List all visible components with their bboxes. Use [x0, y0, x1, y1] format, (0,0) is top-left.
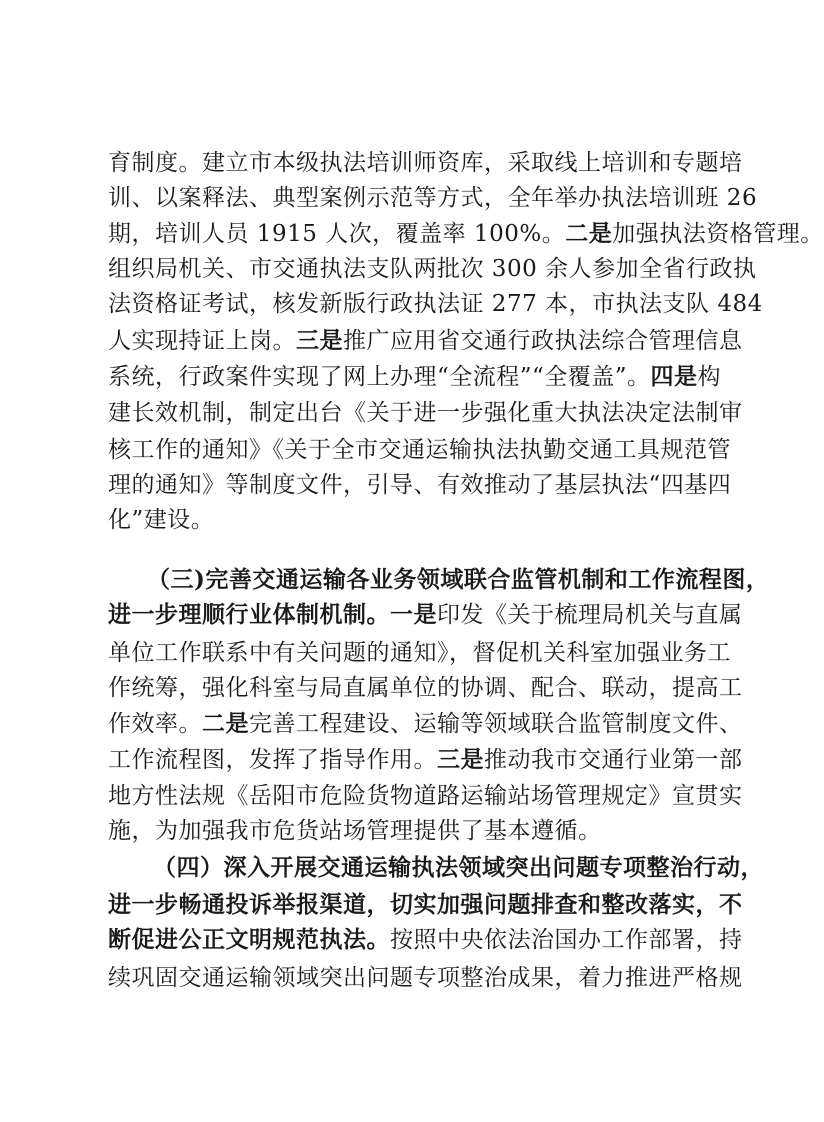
text-run: 组织局机关、市交通执法支队两批次 300 余人参加全省行政执 [108, 256, 757, 282]
text-line [108, 745, 743, 775]
text-run: 工作流程图，发挥了指导作用。 [108, 747, 437, 773]
bold-text-run: 三是 [437, 746, 484, 773]
text-line [108, 148, 743, 178]
text-line [108, 963, 743, 993]
text-line [147, 565, 769, 595]
text-line [153, 853, 764, 883]
text-run: 作效率。 [108, 711, 202, 737]
text-run: 理的通知》等制度文件，引导、有效推动了基层执法“四基四 [108, 472, 732, 498]
text-line [108, 470, 731, 500]
text-line [108, 600, 743, 630]
bold-text-run: 进一步畅通投诉举报渠道，切实加强问题排查和整改落实，不 [108, 891, 743, 918]
text-line [108, 638, 731, 668]
text-line [108, 219, 824, 249]
text-line [108, 673, 743, 703]
text-line [108, 925, 743, 955]
text-run: 期，培训人员 1915 人次，覆盖率 100%。 [108, 221, 566, 247]
text-line [108, 816, 602, 846]
text-line [108, 709, 743, 739]
bold-text-run: 三是 [296, 327, 343, 354]
text-line [108, 890, 743, 920]
text-run: 推广应用省交通行政执法综合管理信息 [343, 328, 743, 354]
text-line [108, 362, 721, 392]
text-line [108, 398, 743, 428]
text-run: 育制度。建立市本级执法培训师资库，采取线上培训和专题培 [108, 150, 743, 176]
text-line [108, 326, 743, 356]
bold-text-run: 断促进公正文明规范执法。 [108, 926, 390, 953]
text-run: 构 [697, 364, 722, 390]
bold-text-run: 二是 [202, 710, 249, 737]
text-line [108, 289, 763, 319]
text-run: 系统，行政案件实现了网上办理“全流程”“全覆盖”。 [108, 364, 651, 390]
text-run: 训、以案释法、典型案例示范等方式，全年举办执法培训班 26 [108, 185, 758, 211]
text-run: 印发《关于梳理局机关与直属 [437, 602, 743, 628]
text-run: 作统筹，强化科室与局直属单位的协调、配合、联动，提高工 [108, 675, 743, 701]
text-run: 按照中央依法治国办工作部署，持 [390, 927, 743, 953]
bold-text-run: 四是 [650, 363, 698, 390]
text-run: 续巩固交通运输领域突出问题专项整治成果，着力推进严格规 [108, 965, 743, 991]
text-run: 建长效机制，制定出台《关于进一步强化重大执法决定法制审 [108, 400, 743, 426]
text-run: 地方性法规《岳阳市危险货物道路运输站场管理规定》宣贯实 [108, 783, 743, 809]
text-line [108, 781, 743, 811]
text-run: 加强执法资格管理。 [612, 221, 824, 247]
bold-text-run: （四）深入开展交通运输执法领域突出问题专项整治行动， [153, 854, 764, 881]
text-run: 推动我市交通行业第一部 [484, 747, 743, 773]
text-line [108, 505, 214, 535]
bold-text-run: 二是 [565, 220, 613, 247]
text-line [108, 254, 757, 284]
bold-text-run: 一是 [390, 601, 437, 628]
text-run: 施，为加强我市危货站场管理提供了基本遵循。 [108, 818, 602, 844]
bold-text-run: 进一步理顺行业体制机制。 [108, 601, 390, 628]
bold-text-run: （三)完善交通运输各业务领域联合监管机制和工作流程图， [147, 566, 770, 593]
text-run: 人实现持证上岗。 [108, 328, 296, 354]
text-run: 法资格证考试，核发新版行政执法证 277 本，市执法支队 484 [108, 291, 763, 317]
text-run: 完善工程建设、运输等领域联合监管制度文件、 [249, 711, 743, 737]
text-run: 核工作的通知》《关于全市交通运输执法执勤交通工具规范管 [108, 437, 731, 463]
text-run: 化”建设。 [108, 507, 215, 533]
text-line [108, 183, 757, 213]
text-run: 单位工作联系中有关问题的通知》，督促机关科室加强业务工 [108, 640, 731, 666]
text-line [108, 435, 731, 465]
